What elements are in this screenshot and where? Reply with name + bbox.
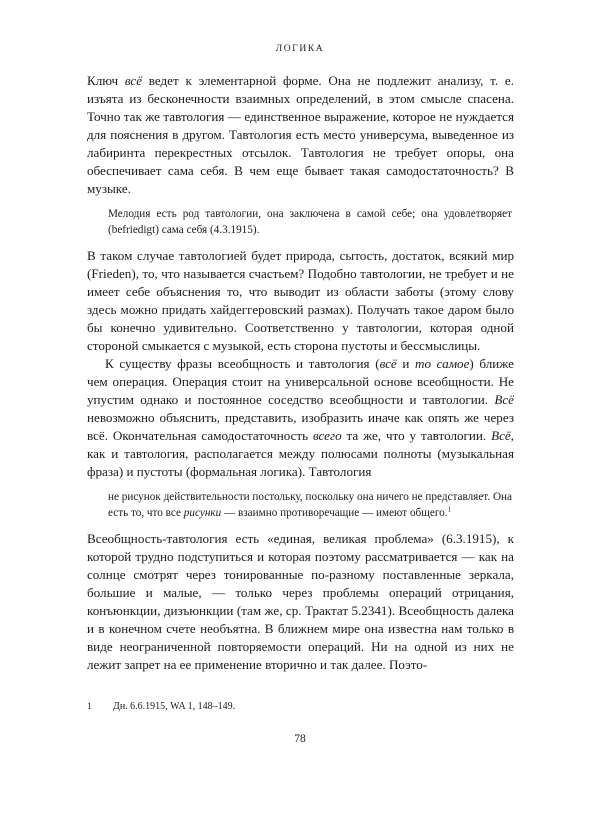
quotation-block-2 — [87, 490, 514, 521]
running-head: ЛОГИКА — [275, 44, 325, 54]
paragraph-2: В таком случае тавтологией будет природа, сытость, достаток, всякий мир (Frieden), то, что называется счастьем? Подобно тавтологии, не требует и не имеет себе объяснения то, что выводит из области заботы (этому слову здесь можно придать хайдеггеровский размах). Получать такое даром было бы конечно удивительно. Соответственно у тавтологии, которая одной стороной смыкается с музыкой, есть сторона пустоты и бессмыслицы. — [87, 248, 514, 353]
quotation-1-text: Мелодия есть род тавтологии, она заключена в самой себе; она удовлетворяет (befriedigt) сама себя (4.3.1915). — [108, 208, 512, 236]
quotation-2-text: не рисунок действительности постольку, поскольку она ничего не представляет. Она есть то, что все рисунки — взаимно противоречащие — имеют общего.$^1$ — [108, 491, 512, 519]
footnote-item — [87, 700, 514, 713]
footnote-number: 1 — [87, 701, 92, 712]
paragraph-3: К существу фразы всеобщность и тавтология (всё и то самое) ближе чем операция. Операция стоит на универсальной основе всеобщности. Не упустим однако и постоянное соседство всеобщности и тавтологии. Всё невозможно объяснить, представить, изобразить иначе как опять же через всё. Окончательная самодостаточность всего та же, что у тавтологии. Всё, как и тавтология, располагается между полюсами полноты (музыкальная фраза) и пустоты (формальная логика). Тавтология — [87, 356, 514, 479]
footnote-text: Дн. 6.6.1915, WA 1, 148–149. — [113, 701, 236, 712]
paragraph-1: Ключ всё ведет к элементарной форме. Она не подлежит анализу, т. е. изъята из бесконечности взаимных определений, в этом смысле спасена. Точно так же тавтология — единственное выражение, которое не нуждается для пояснения в другом. Тавтология есть место универсума, выведенное из лабиринта перекрестных отсылок. Тавтология не требует опоры, она обеспечивает сама себя. В чем еще бывает такая самодостаточность? В музыке. — [87, 73, 514, 196]
page-number: 78 — [294, 732, 306, 745]
body-text-column — [87, 72, 514, 674]
quotation-block-1 — [87, 207, 514, 238]
paragraph-4: Всеобщность-тавтология есть «единая, великая проблема» (6.3.1915), к которой трудно подступиться и которая поэтому рассматривается — как на солнце смотрят через тонированные по-разному поставленные зеркала, большие и малые, — только через проблемы операций отрицания, конъюнкции, дизъюнкции (там же, ср. Трактат 5.2341). Всеобщность далека и в конечном счете необъятна. В ближнем мире она известна нам только в виде неограниченной повторяемости операций. Ни на одной из них не лежит запрет на ее применение вторично и так далее. Поэто- — [87, 531, 514, 672]
footnote-area — [87, 700, 514, 713]
